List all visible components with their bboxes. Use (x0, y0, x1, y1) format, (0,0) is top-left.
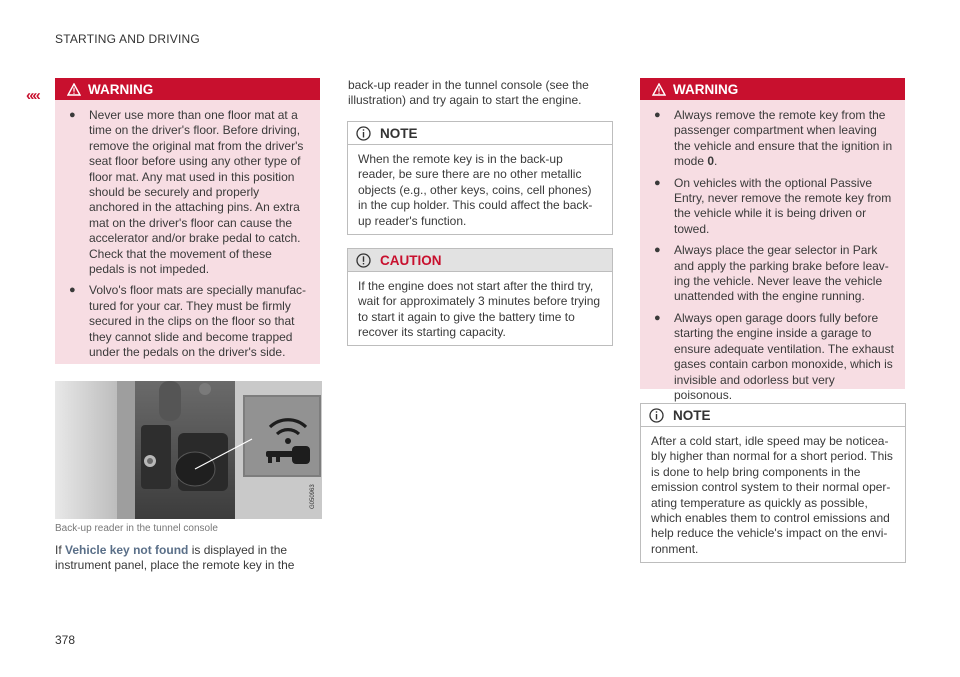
exclamation-circle-icon (356, 253, 371, 268)
warning-list (640, 100, 905, 415)
note-title: NOTE (673, 407, 711, 423)
info-icon (649, 408, 664, 423)
caution-title: CAUTION (380, 252, 442, 268)
warning-box-remote-key (640, 78, 905, 402)
note-box-cold-start (640, 403, 906, 563)
warning-box-floor-mats (55, 78, 320, 364)
note-header (348, 122, 612, 145)
warning-list (55, 100, 320, 373)
note-box-back-up-reader (347, 121, 613, 235)
ignition-mode: 0 (707, 154, 715, 169)
figure-caption: Back-up reader in the tunnel console (55, 523, 218, 534)
body-paragraph-2: back-up reader in the tunnel console (see the illustration) and try again to start the engine. (348, 78, 589, 108)
list-item: ● Never use more than one floor mat at a time on the driver's floor. Before driving, remove the original mat from the driver's seat floor before using any other type of floor mat. Any mat used in this position should be securely and properly anchored in the attaching pins. An extra mat on the driver's floor can cause the accelerator and/or brake pedal to catch. Check that the movement of these pedals is not impeded. (69, 108, 304, 277)
list-item: ● Always open garage doors fully before starting the engine inside a garage to ensure adequate ventilation. The exhaust gases contain carbon monoxide, which is invisible and odorless but very poisonous. (654, 310, 894, 402)
back-up-reader-illustration (55, 381, 322, 519)
section-header: STARTING AND DRIVING (55, 32, 200, 46)
list-item: ● Volvo's floor mats are specially manufac-tured for your car. They must be firmly secured in the clips on the floor so that they cannot slide and become trapped under the pedals on the driver's side. (69, 283, 307, 360)
info-icon (356, 126, 371, 141)
warning-title: WARNING (673, 81, 739, 97)
note-text: After a cold start, idle speed may be noticea-bly higher than normal for a short period. This is done to help bring components in the emission control system to their normal oper-ating temperature as quickly as possible, which enables them to control emissions and help reduce the vehicle's impact on the envi-ronment. (651, 434, 893, 556)
warning-header (640, 78, 905, 100)
figure-code: G050963 (310, 484, 316, 509)
warning-triangle-icon (652, 83, 666, 96)
list-item: ● On vehicles with the optional Passive Entry, never remove the remote key from the vehicle while it is being driven or towed. (654, 175, 892, 236)
page-number: 378 (55, 633, 76, 647)
caution-box (347, 248, 613, 346)
message-highlight: Vehicle key not found (65, 543, 189, 557)
back-marker[interactable]: «« (26, 87, 39, 104)
note-header (641, 404, 905, 427)
warning-title: WARNING (88, 81, 154, 97)
list-item: ● Always remove the remote key from the passenger compartment when leaving the vehicle and ensure that the ignition in mode 0. (654, 108, 893, 169)
caution-text: If the engine does not start after the third try, wait for approximately 3 minutes before trying to start it again to give the battery time to recover its starting capacity. (358, 279, 601, 340)
note-title: NOTE (380, 125, 418, 141)
body-paragraph-1: If Vehicle key not found is displayed in the instrument panel, place the remote key in the (55, 543, 295, 573)
caution-header (348, 249, 612, 272)
warning-header (55, 78, 320, 100)
note-text: When the remote key is in the back-up reader, be sure there are no other metallic objects (e.g., other keys, coins, cell phones) in the cup holder. This could affect the back-up reader's function. (358, 152, 593, 228)
list-item: ● Always place the gear selector in Park and apply the parking brake before leav-ing the vehicle. Never leave the vehicle unattended with the engine running. (654, 243, 889, 304)
warning-triangle-icon (67, 83, 81, 96)
